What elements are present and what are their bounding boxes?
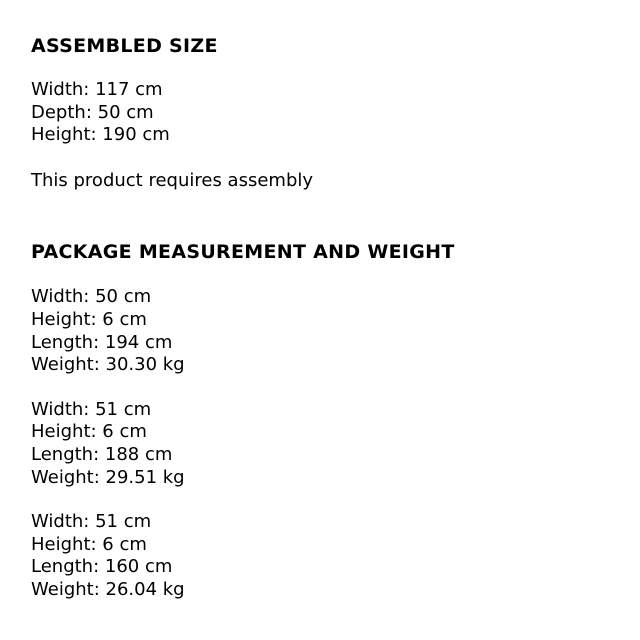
package-2-weight: Weight: 29.51 kg [31, 466, 185, 488]
package-heading: PACKAGE MEASUREMENT AND WEIGHT [31, 241, 455, 264]
package-1-length: Length: 194 cm [31, 331, 173, 353]
assembled-dimensions [31, 79, 611, 147]
assembly-note: This product requires assembly [31, 169, 314, 191]
package-3 [31, 511, 611, 601]
package-2-length: Length: 188 cm [31, 443, 173, 465]
package-2 [31, 399, 611, 489]
assembled-size-heading: ASSEMBLED SIZE [31, 35, 218, 57]
package-3-width: Width: 51 cm [31, 511, 152, 533]
package-1-width: Width: 50 cm [31, 286, 152, 308]
package-3-weight: Weight: 26.04 kg [31, 578, 185, 600]
package-2-height: Height: 6 cm [31, 421, 147, 443]
package-1 [31, 286, 611, 376]
assembled-size-section [31, 33, 611, 192]
product-dimensions-document [31, 33, 611, 624]
assembled-depth: Depth: 50 cm [31, 101, 154, 123]
package-3-length: Length: 160 cm [31, 556, 173, 578]
package-3-height: Height: 6 cm [31, 533, 147, 555]
package-1-height: Height: 6 cm [31, 308, 147, 330]
package-1-weight: Weight: 30.30 kg [31, 354, 185, 376]
assembled-height: Height: 190 cm [31, 124, 170, 146]
package-section [31, 239, 611, 601]
package-2-width: Width: 51 cm [31, 398, 152, 420]
assembled-width: Width: 117 cm [31, 79, 163, 100]
